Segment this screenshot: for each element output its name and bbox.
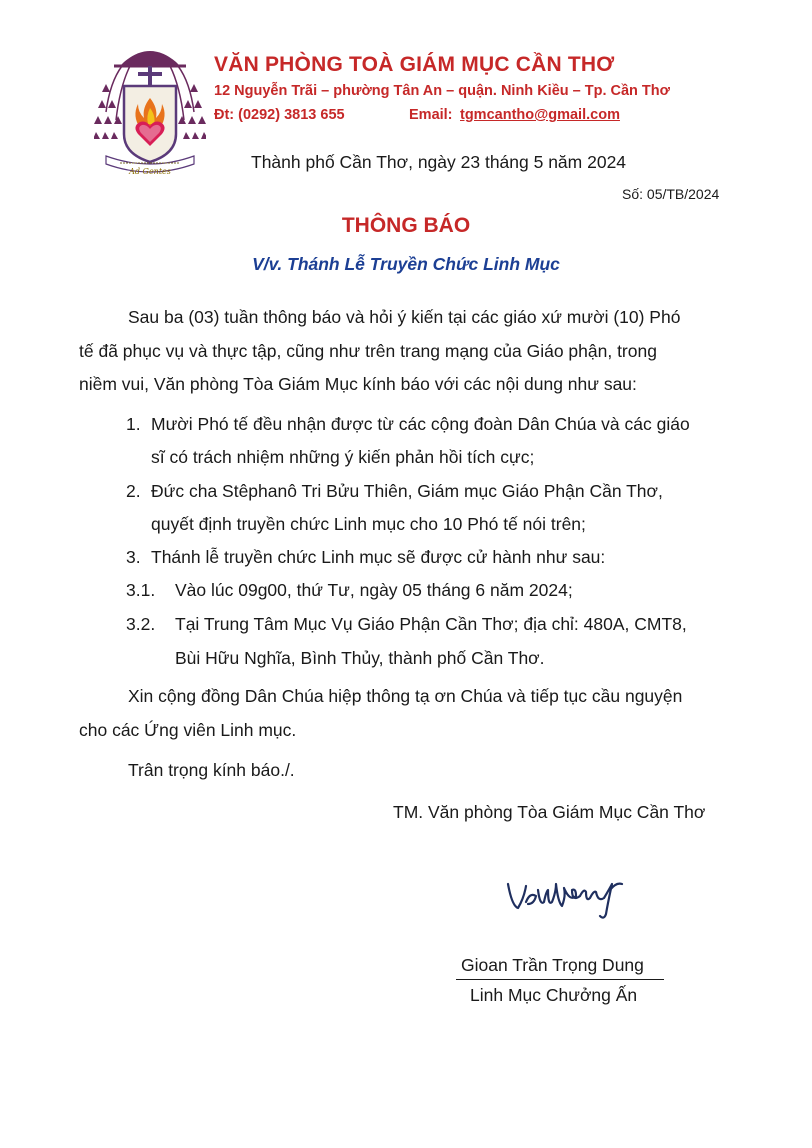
list-item-line: sĩ có trách nhiệm những ý kiến phản hồi tích cực; xyxy=(151,447,535,467)
diocese-coat-of-arms-logo xyxy=(94,42,206,184)
sublist-item-line: Tại Trung Tâm Mục Vụ Giáo Phận Cần Thơ; địa chỉ: 480A, CMT8, xyxy=(175,614,687,634)
document-date: Thành phố Cần Thơ, ngày 23 tháng 5 năm 2024 xyxy=(251,152,627,172)
sublist-item-number: 3.1. xyxy=(126,580,156,600)
list-item-line: Thánh lễ truyền chức Linh mục sẽ được cử hành như sau: xyxy=(151,547,606,567)
email-link[interactable]: tgmcantho@gmail.com xyxy=(460,107,620,123)
intro-line: Sau ba (03) tuần thông báo và hỏi ý kiến tại các giáo xứ mười (10) Phó xyxy=(128,307,681,327)
email-label: Email: xyxy=(409,107,453,123)
office-phone: Đt: (0292) 3813 655 xyxy=(214,107,345,123)
office-address: 12 Nguyễn Trãi – phường Tân An – quận. Ninh Kiều – Tp. Cần Thơ xyxy=(214,83,670,99)
handwritten-signature xyxy=(500,862,640,922)
list-item-line: Đức cha Stêphanô Tri Bửu Thiên, Giám mục Giáo Phận Cần Thơ, xyxy=(151,481,663,501)
regards-text: Trân trọng kính báo./. xyxy=(128,760,295,780)
logo-motto: Ad Gentes xyxy=(129,167,171,176)
signatory-position: Linh Mục Chưởng Ấn xyxy=(470,985,638,1005)
list-item-number: 2. xyxy=(126,481,141,501)
signatory-name: Gioan Trần Trọng Dung xyxy=(461,955,644,975)
document-number: Số: 05/TB/2024 xyxy=(622,186,720,202)
document-subtitle: V/v. Thánh Lễ Truyền Chức Linh Mục xyxy=(252,254,560,274)
list-item-number: 3. xyxy=(126,547,141,567)
document-title: THÔNG BÁO xyxy=(341,214,471,237)
signature-underline xyxy=(456,979,664,980)
signature-on-behalf: TM. Văn phòng Tòa Giám Mục Cần Thơ xyxy=(393,802,706,822)
sublist-item-line: Bùi Hữu Nghĩa, Bình Thủy, thành phố Cần Thơ. xyxy=(175,648,545,668)
list-item-line: quyết định truyền chức Linh mục cho 10 Phó tế nói trên; xyxy=(151,514,586,534)
sublist-item-line: Vào lúc 09g00, thứ Tư, ngày 05 tháng 6 năm 2024; xyxy=(175,580,573,600)
intro-line: niềm vui, Văn phòng Tòa Giám Mục kính báo với các nội dung như sau: xyxy=(79,374,637,394)
list-item-number: 1. xyxy=(126,414,141,434)
intro-line: tế đã phục vụ và thực tập, cũng như trên trang mạng của Giáo phận, trong xyxy=(79,341,657,361)
closing-line: Xin cộng đồng Dân Chúa hiệp thông tạ ơn Chúa và tiếp tục cầu nguyện xyxy=(128,686,683,706)
sublist-item-number: 3.2. xyxy=(126,614,156,634)
closing-line: cho các Ứng viên Linh mục. xyxy=(79,720,297,740)
office-name: VĂN PHÒNG TOÀ GIÁM MỤC CẦN THƠ xyxy=(214,53,615,76)
list-item-line: Mười Phó tế đều nhận được từ các cộng đoàn Dân Chúa và các giáo xyxy=(151,414,690,434)
